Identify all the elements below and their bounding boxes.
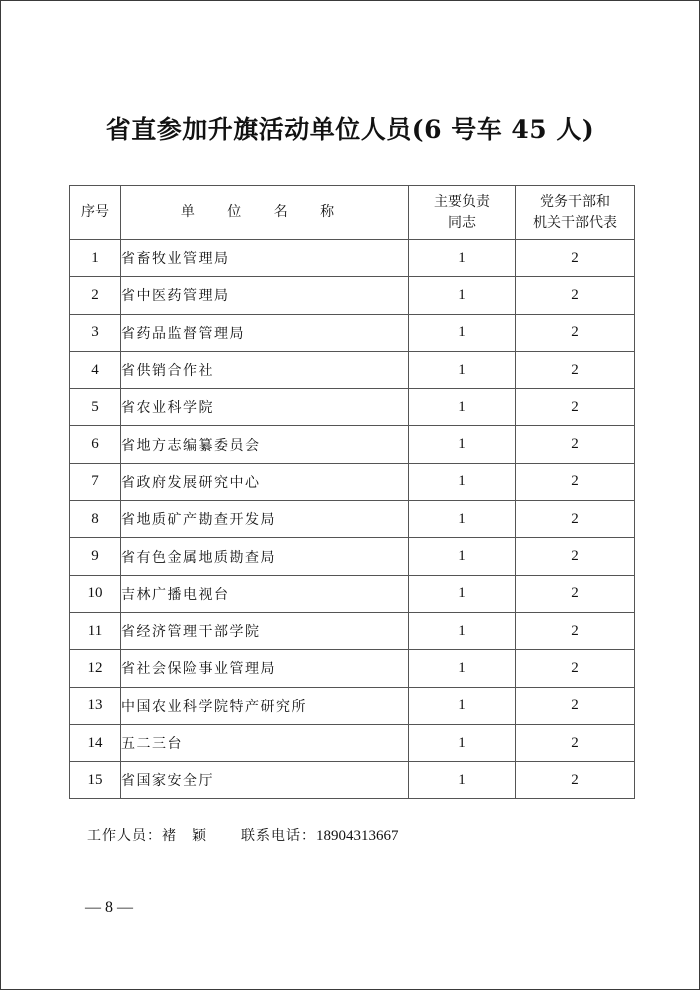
cell-unit-name: 省经济管理干部学院	[121, 612, 409, 649]
cell-leader-count: 1	[409, 724, 516, 761]
cell-unit-name: 中国农业科学院特产研究所	[121, 687, 409, 724]
cell-representative-count: 2	[516, 538, 635, 575]
header-representatives-line2: 机关干部代表	[533, 214, 617, 231]
cell-serial-number: 10	[70, 575, 121, 612]
cell-serial-number: 2	[70, 277, 121, 314]
header-unit-name: 单 位 名 称	[121, 186, 409, 240]
table-row	[70, 650, 635, 687]
header-representatives-line1: 党务干部和	[540, 193, 610, 210]
header-representatives	[516, 186, 635, 240]
cell-serial-number: 5	[70, 389, 121, 426]
cell-leader-count: 1	[409, 650, 516, 687]
table-header-row	[70, 186, 635, 240]
cell-unit-name: 省政府发展研究中心	[121, 463, 409, 500]
cell-unit-name: 省药品监督管理局	[121, 314, 409, 351]
table-row	[70, 762, 635, 799]
table-row	[70, 277, 635, 314]
cell-serial-number: 14	[70, 724, 121, 761]
cell-representative-count: 2	[516, 724, 635, 761]
cell-leader-count: 1	[409, 351, 516, 388]
cell-representative-count: 2	[516, 389, 635, 426]
cell-serial-number: 15	[70, 762, 121, 799]
cell-unit-name: 省农业科学院	[121, 389, 409, 426]
page-title: 省直参加升旗活动单位人员(6 号车 45 人)	[105, 115, 595, 144]
table-row	[70, 351, 635, 388]
cell-representative-count: 2	[516, 501, 635, 538]
cell-unit-name: 省地质矿产勘查开发局	[121, 501, 409, 538]
cell-leader-count: 1	[409, 314, 516, 351]
table-row	[70, 612, 635, 649]
cell-serial-number: 11	[70, 612, 121, 649]
cell-representative-count: 2	[516, 314, 635, 351]
cell-leader-count: 1	[409, 389, 516, 426]
cell-representative-count: 2	[516, 426, 635, 463]
cell-unit-name: 省畜牧业管理局	[121, 240, 409, 277]
cell-unit-name: 省国家安全厅	[121, 762, 409, 799]
cell-representative-count: 2	[516, 650, 635, 687]
cell-leader-count: 1	[409, 426, 516, 463]
cell-serial-number: 13	[70, 687, 121, 724]
table-row	[70, 314, 635, 351]
header-leaders-line2: 同志	[448, 214, 476, 231]
units-table	[69, 185, 635, 799]
phone-label: 联系电话：	[241, 828, 316, 844]
table-row	[70, 240, 635, 277]
cell-unit-name: 省中医药管理局	[121, 277, 409, 314]
table-row	[70, 501, 635, 538]
cell-serial-number: 6	[70, 426, 121, 463]
cell-leader-count: 1	[409, 612, 516, 649]
staff-label: 工作人员：	[87, 828, 162, 844]
cell-leader-count: 1	[409, 240, 516, 277]
cell-representative-count: 2	[516, 240, 635, 277]
cell-unit-name: 省社会保险事业管理局	[121, 650, 409, 687]
cell-representative-count: 2	[516, 277, 635, 314]
table-row	[70, 575, 635, 612]
table-row	[70, 426, 635, 463]
cell-leader-count: 1	[409, 575, 516, 612]
cell-leader-count: 1	[409, 687, 516, 724]
cell-serial-number: 7	[70, 463, 121, 500]
cell-representative-count: 2	[516, 351, 635, 388]
table-row	[70, 687, 635, 724]
cell-unit-name: 省有色金属地质勘查局	[121, 538, 409, 575]
cell-serial-number: 8	[70, 501, 121, 538]
header-leaders	[409, 186, 516, 240]
cell-representative-count: 2	[516, 463, 635, 500]
cell-leader-count: 1	[409, 538, 516, 575]
table-row	[70, 389, 635, 426]
cell-unit-name: 五二三台	[121, 724, 409, 761]
cell-unit-name: 吉林广播电视台	[121, 575, 409, 612]
phone-number: 18904313667	[316, 828, 399, 844]
cell-unit-name: 省地方志编纂委员会	[121, 426, 409, 463]
cell-leader-count: 1	[409, 762, 516, 799]
cell-representative-count: 2	[516, 575, 635, 612]
cell-leader-count: 1	[409, 463, 516, 500]
cell-unit-name: 省供销合作社	[121, 351, 409, 388]
cell-serial-number: 9	[70, 538, 121, 575]
cell-serial-number: 12	[70, 650, 121, 687]
staff-name: 褚 颖	[162, 828, 207, 844]
contact-line	[87, 825, 399, 845]
table-row	[70, 724, 635, 761]
cell-representative-count: 2	[516, 687, 635, 724]
table-body	[70, 240, 635, 799]
table-row	[70, 463, 635, 500]
page-number: — 8 —	[85, 899, 133, 916]
cell-representative-count: 2	[516, 762, 635, 799]
cell-representative-count: 2	[516, 612, 635, 649]
cell-serial-number: 3	[70, 314, 121, 351]
cell-serial-number: 4	[70, 351, 121, 388]
cell-leader-count: 1	[409, 277, 516, 314]
cell-leader-count: 1	[409, 501, 516, 538]
table-row	[70, 538, 635, 575]
header-leaders-line1: 主要负责	[434, 193, 490, 210]
cell-serial-number: 1	[70, 240, 121, 277]
header-serial-number: 序号	[70, 186, 121, 240]
